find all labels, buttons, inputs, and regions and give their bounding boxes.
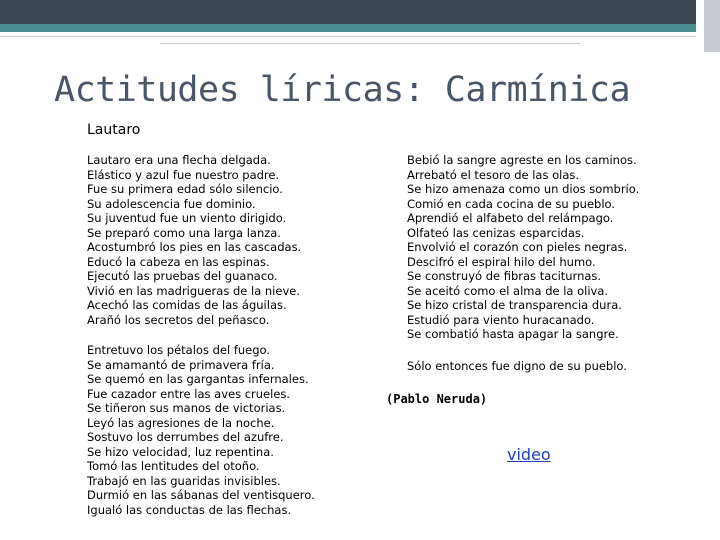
- poem-line: Se hizo velocidad, luz repentina.: [87, 444, 274, 459]
- poem-line: Tomó las lentitudes del otoño.: [87, 459, 260, 473]
- poem-line: Se hizo cristal de transparencia dura.: [407, 298, 622, 312]
- poem-line: Trabajó en las guaridas invisibles.: [87, 473, 281, 488]
- poem-line: Olfateó las cenizas esparcidas.: [407, 225, 585, 240]
- poem-line: Se quemó en las gargantas infernales.: [87, 372, 309, 386]
- poem-line: Envolvió el corazón con pieles negras.: [407, 240, 628, 254]
- video-link[interactable]: video: [507, 445, 551, 464]
- poem-line: Elástico y azul fue nuestro padre.: [87, 167, 280, 182]
- poem-line: Arañó los secretos del peñasco.: [87, 312, 270, 327]
- header-decoration-line: [0, 36, 696, 37]
- poem-line: Se preparó como una larga lanza.: [87, 225, 281, 240]
- poem-line: Lautaro era una flecha delgada.: [87, 153, 271, 167]
- poem-line: Acechó las comidas de las águilas.: [87, 298, 287, 312]
- poem-line: Durmió en las sábanas del ventisquero.: [87, 488, 315, 502]
- poem-line: Se tiñeron sus manos de victorias.: [87, 401, 286, 415]
- poem-title: Lautaro: [87, 122, 141, 138]
- header-decoration-line-short: [160, 43, 580, 44]
- poem-stanza-1: [87, 153, 301, 327]
- poem-line: Se construyó de fibras taciturnas.: [407, 269, 602, 283]
- poem-line: Aprendió el alfabeto del relámpago.: [407, 211, 614, 225]
- poem-line: Se combatió hasta apagar la sangre.: [407, 327, 619, 341]
- poem-line: Ejecutó las pruebas del guanaco.: [87, 269, 278, 283]
- header-corner-decoration: [696, 0, 720, 52]
- poem-line: Leyó las agresiones de la noche.: [87, 415, 275, 430]
- poem-line: Fue su primera edad sólo silencio.: [87, 182, 283, 196]
- header-band-teal: [0, 24, 720, 32]
- poem-line: Su juventud fue un viento dirigido.: [87, 211, 287, 225]
- poem-line: Estudió para viento huracanado.: [407, 312, 595, 327]
- poem-attribution: (Pablo Neruda): [386, 392, 488, 406]
- poem-line: Sostuvo los derrumbes del azufre.: [87, 430, 284, 444]
- poem-line: Su adolescencia fue dominio.: [87, 196, 256, 211]
- poem-line: Entretuvo los pétalos del fuego.: [87, 343, 271, 357]
- header-band-dark: [0, 0, 720, 24]
- poem-line: Fue cazador entre las aves crueles.: [87, 386, 291, 401]
- poem-line: Acostumbró los pies en las cascadas.: [87, 240, 302, 254]
- slide-title: Actitudes líricas: Carmínica: [54, 70, 631, 110]
- poem-line: Arrebató el tesoro de las olas.: [407, 167, 580, 182]
- poem-stanza-2: [87, 343, 315, 517]
- poem-line: Educó la cabeza en las espinas.: [87, 254, 270, 269]
- poem-line: Descifró el espiral hilo del humo.: [407, 254, 596, 269]
- poem-line: Se hizo amenaza como un dios sombrío.: [407, 182, 640, 196]
- poem-line: Comió en cada cocina de su pueblo.: [407, 196, 616, 211]
- poem-line: Bebió la sangre agreste en los caminos.: [407, 153, 637, 167]
- poem-closing-line: Sólo entonces fue digno de su pueblo.: [407, 359, 627, 373]
- poem-line: Se amamantó de primavera fría.: [87, 357, 275, 372]
- poem-line: Se aceitó como el alma de la oliva.: [407, 283, 609, 298]
- poem-stanza-3: [407, 153, 639, 342]
- poem-line: Vivió en las madrigueras de la nieve.: [87, 283, 300, 298]
- poem-line: Igualó las conductas de las flechas.: [87, 502, 292, 517]
